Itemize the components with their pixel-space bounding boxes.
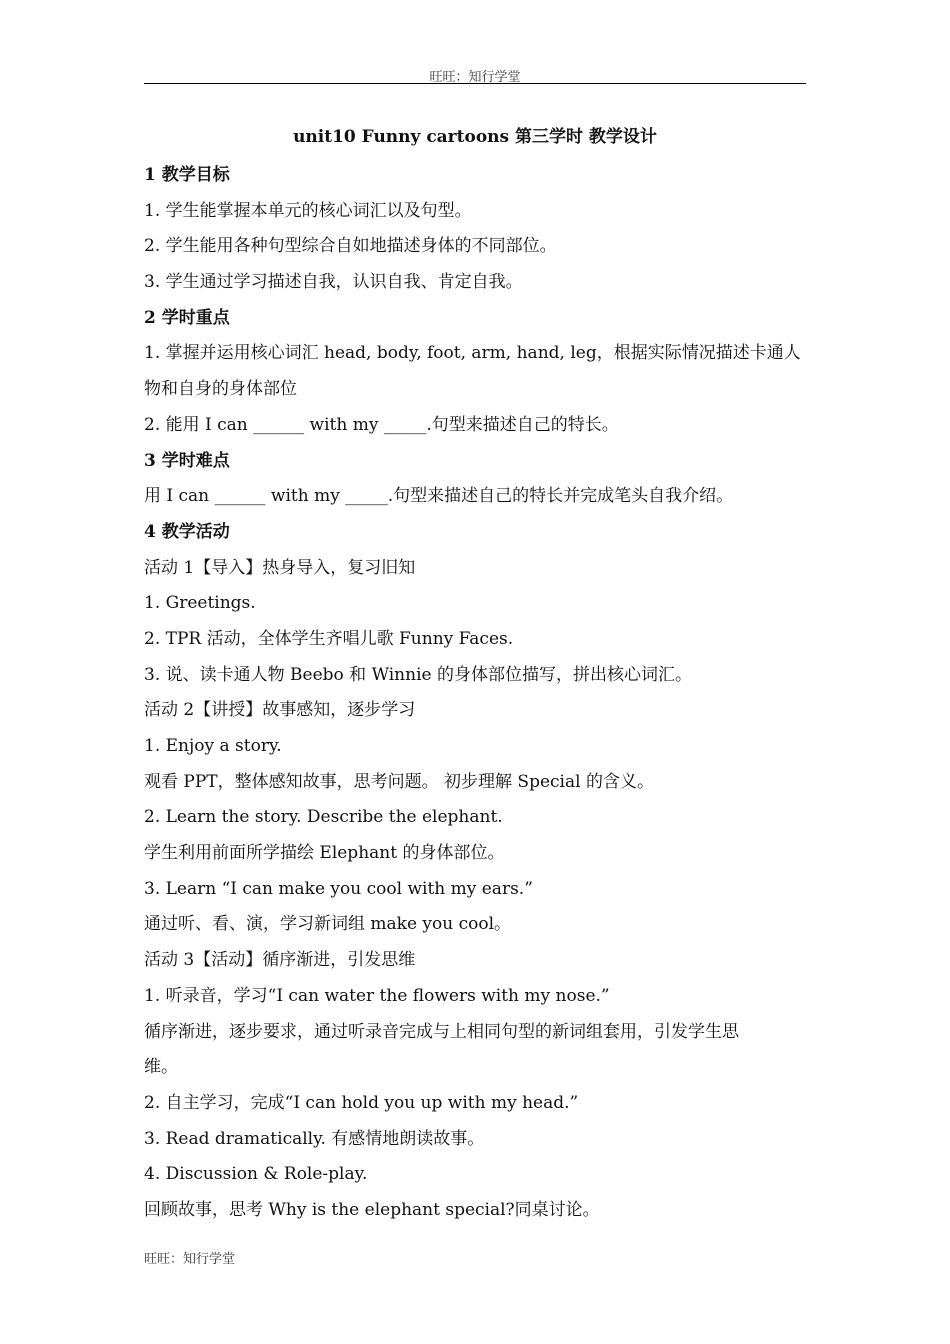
document-body	[144, 122, 806, 1229]
section-heading: 4 教学活动	[144, 521, 230, 542]
text-line: 2. 能用 I can ______ with my _____.句型来描述自己的特长。	[144, 414, 619, 435]
text-line: 2. Learn the story. Describe the elephant.	[144, 807, 503, 828]
header-divider	[144, 83, 806, 84]
text-line: 3. Learn “I can make you cool with my ears.”	[144, 878, 533, 899]
text-line: 活动 3【活动】循序渐进，引发思维	[144, 950, 416, 971]
text-line: 2. TPR 活动，全体学生齐唱儿歌 Funny Faces.	[144, 628, 514, 649]
text-line: 回顾故事，思考 Why is the elephant special?同桌讨论。	[144, 1199, 600, 1220]
text-line: 3. Read dramatically. 有感情地朗读故事。	[144, 1128, 485, 1149]
document-title: unit10 Funny cartoons 第三学时 教学设计	[293, 127, 657, 147]
text-line: 循序渐进，逐步要求，通过听录音完成与上相同句型的新词组套用，引发学生思	[144, 1021, 739, 1042]
page-header: 旺旺：知行学堂	[429, 70, 521, 85]
text-line: 物和自身的身体部位	[144, 379, 297, 400]
text-line: 1. 学生能掌握本单元的核心词汇以及句型。	[144, 200, 472, 221]
text-line: 1. Enjoy a story.	[144, 736, 282, 756]
text-line: 活动 2【讲授】故事感知，逐步学习	[144, 700, 416, 721]
section-heading: 1 教学目标	[144, 165, 230, 185]
text-line: 3. 学生通过学习描述自我，认识自我、肯定自我。	[144, 272, 523, 293]
document-lines	[144, 158, 806, 1229]
text-line: 4. Discussion & Role-play.	[144, 1164, 368, 1185]
text-line: 活动 1【导入】热身导入，复习旧知	[144, 557, 416, 578]
section-heading: 2 学时重点	[144, 307, 230, 328]
text-line: 1. 掌握并运用核心词汇 head, body, foot, arm, hand, leg，根据实际情况描述卡通人	[144, 343, 801, 364]
text-line: 学生利用前面所学描绘 Elephant 的身体部位。	[144, 843, 505, 864]
text-line: 3. 说、读卡通人物 Beebo 和 Winnie 的身体部位描写，拼出核心词汇。	[144, 664, 692, 685]
text-line: 1. 听录音，学习“I can water the flowers with my nose.”	[144, 985, 610, 1006]
section-heading: 3 学时难点	[144, 450, 230, 471]
text-line: 用 I can ______ with my _____.句型来描述自己的特长并完成笔头自我介绍。	[144, 486, 734, 507]
text-line: 2. 学生能用各种句型综合自如地描述身体的不同部位。	[144, 236, 557, 257]
page-footer: 旺旺：知行学堂	[144, 1252, 236, 1267]
text-line: 1. Greetings.	[144, 593, 256, 614]
text-line: 维。	[144, 1057, 178, 1078]
text-line: 观看 PPT，整体感知故事，思考问题。 初步理解 Special 的含义。	[144, 771, 654, 792]
text-line: 通过听、看、演，学习新词组 make you cool。	[144, 914, 512, 935]
text-line: 2. 自主学习，完成“I can hold you up with my head.”	[144, 1092, 579, 1113]
